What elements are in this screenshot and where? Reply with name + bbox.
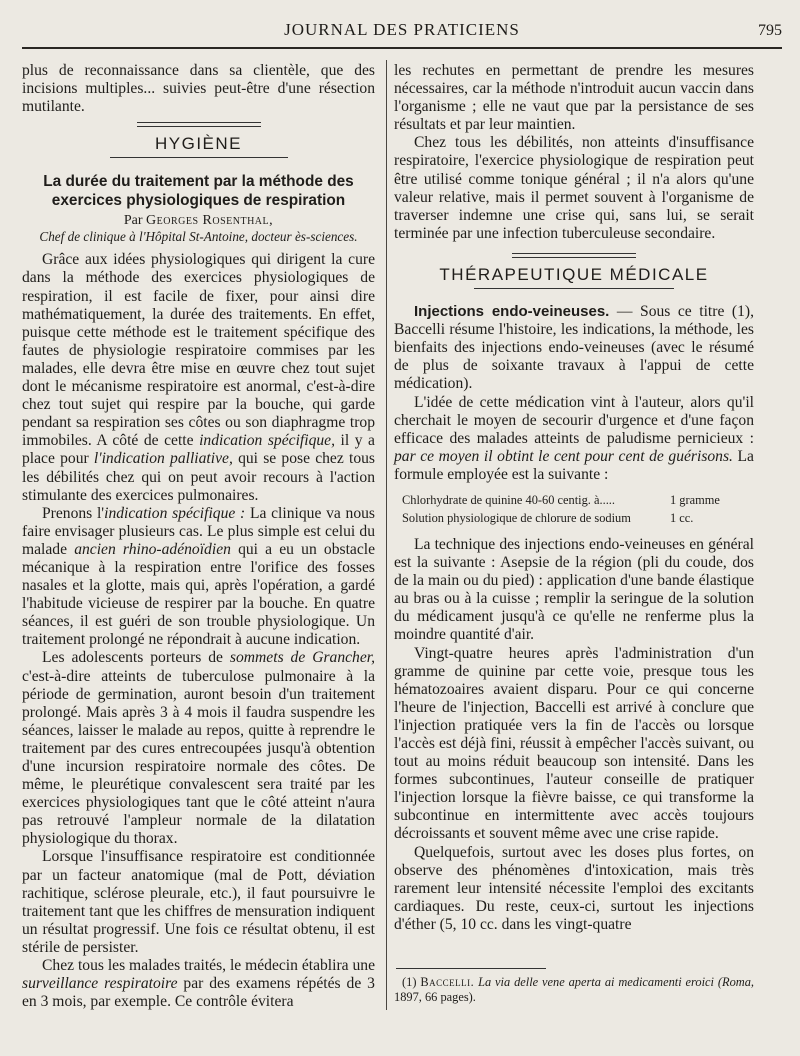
footnote-mark: (1) [402,975,417,989]
italic-text: sommets de Grancher, [229,649,375,667]
footnote [394,975,754,1005]
text: c'est-à-dire atteints de tuberculose pulmonaire à la période de germination, auront besoin d'un traitement prolongé. Mais après 3 à 4 mois il faudra suspendre les séances, laisser le malade au repos, quitte à reprendre le traitement par des cures entrecoupées jusqu'à obtention d'une incursion respiratoire normale des côtes. De même, le pleurétique convalescent sera traité par les exercices physiologiques tant que le côté atteint n'aura pas retrouvé l'ampleur normale de la dilatation physiologique du thorax. [22,667,375,848]
paragraph [394,394,754,484]
formula-ingredient: Solution physiologique de chlorure de sodium [402,510,631,525]
section-heading-hygiene: HYGIÈNE [154,134,243,154]
paragraph: Vingt-quatre heures après l'administration d'un gramme de quinine par cette voie, presque tous les hématozoaires avaient disparu. Pour ce qui concerne l'heure de l'injection, Baccelli est arrivé à conclure que l'injection pratiquée vers la fin de l'accès ou lorsque l'accès est déjà fini, réussit à empêcher l'accès suivant, ou tout au moins réduit beaucoup son intensité. Dans les formes subcontinues, l'auteur conseille de pratiquer l'injection lorsque la fièvre baisse, ce qui transforme la subcontinue en intermittente avec accès toujours décroissants et souvent même avec une crise rapide. [394,644,754,843]
formula-quantity: 1 gramme [670,492,720,507]
text: par des examens répétés de 3 en 3 mois, par exemple. Ce contrôle évitera [22,975,375,1011]
footnote-place: (Roma, [717,975,755,989]
paragraph [22,505,375,650]
footnote-details: 1897, 66 pages). [394,990,476,1004]
article-title: La durée du traitement par la méthode des exercices physiologiques de respiration [43,173,354,210]
paragraph [394,303,754,393]
italic-text: indication spécifique : [104,504,246,522]
article-lead: Injections endo-veineuses. [414,303,610,321]
text: — Sous ce titre (1), Baccelli résume l'histoire, les indications, la méthode, les bienfaits des injections endo-veineuses (avec le résumé de plus de soixante travaux à l'appui de cette médication). [394,303,754,393]
paragraph [22,957,375,1011]
italic-text: ancien rhino-adénoïdien [74,540,231,558]
italic-text: indication spécifique, [199,432,335,450]
paragraph: La technique des injections endo-veineuses en général est la suivante : Asepsie de la région (pli du coude, dos de la main ou du pied) : application d'une bande élastique au bras ou à la cuisse ; remplir la seringue de la solution du médicament jusqu'à ce qu'elle ne renferme plus la moindre quantité d'air. [394,535,754,644]
formula-row [402,492,754,510]
paragraph [22,649,375,848]
formula-ingredient: Chlorhydrate de quinine 40-60 centig. à..... [402,492,615,507]
paragraph: Lorsque l'insuffisance respiratoire est conditionnée par un facteur anatomique (mal de Pott, déviation rachitique, sclérose pleurale, etc.), il faut poursuivre le traitement tant que les chiffres de mensuration indiquent un résultat progressif. Une fois ce résultat obtenu, il est stérile de persister. [22,848,375,956]
paragraph: plus de reconnaissance dans sa clientèle, que des incisions multiples... suivies peut-être d'une résection mutilante. [22,62,375,116]
footnote-author: Baccelli. [420,975,475,989]
paragraph: les rechutes en permettant de prendre les mesures nécessaires, car la méthode n'introduit aucun vaccin dans l'organisme ; elle ne vaut que par la persistance de ses résultats et par leur maintien. [394,62,754,134]
section-rule [137,122,261,127]
text: qui se pose chez tous les débilités chez qui on peut avoir recours à l'action stimulante des exercices pulmonaires. [22,450,375,504]
byline-prefix: Par [123,213,143,229]
footnote-title: La via delle vene aperta ai medicamenti eroici [478,975,714,989]
formula-row [402,510,754,528]
text: La clinique va nous faire envisager plusieurs cas. Le plus simple est celui du malade [22,504,375,558]
section-underline [110,157,288,158]
paragraph [22,251,375,504]
italic-text: surveillance respiratoire [22,975,178,993]
text: Prenons l' [42,504,105,522]
column-divider [386,60,387,1010]
text: Grâce aux idées physiologiques qui dirigent la cure dans la méthode des exercices physiologiques de respiration, il est facile de fixer, pour ainsi dire mathématiquement, la durée des traitements. En effet, puisque cette méthode est le traitement spécifique des fautes de physiologie respiratoire commises par les malades, elle devra être mise en œuvre chez tout sujet dont le mécanisme respiratoire est anormal, c'est-à-dire chez tout sujet qui respire par la bouche, qui garde pendant sa respiration ses côtes ou son diaphragme trop immobiles. A côté de cette [22,251,375,450]
paragraph: Quelquefois, surtout avec les doses plus fortes, on observe des phénomènes d'intoxication, mais très rarement leur intensité nécessite l'emploi des excitants cardiaques. Du reste, ceux-ci, surtout les injections d'éther (5, 10 cc. dans les vingt-quatre [394,843,754,933]
footnote-rule [396,968,546,969]
paragraph: Chez tous les débilités, non atteints d'insuffisance respiratoire, l'exercice physiologique de respiration peut être utilisé comme tonique général ; il n'a alors qu'une valeur relative, mais il permet souvent à l'organisme de traverser indemne une crise qui, sans lui, se serait terminée par une infection tuberculeuse secondaire. [394,134,754,242]
page-header [22,18,782,42]
right-column [394,62,754,934]
text: qui a eu un obstacle mécanique à la respiration entre l'orifice des fosses nasales et la glotte, mais qui, après l'opération, a gardé l'habitude vicieuse de respirer par la bouche. En quatre séances, il est guéri de son trouble physiologique. Un traitement prolongé ne répondrait à aucune indication. [22,540,375,649]
text: L'idée de cette médication vint à l'auteur, alors qu'il cherchait le moyen de secourir d'urgence et d'une façon efficace des malades atteints de paludisme pernicieux : [394,393,754,447]
text: Chez tous les malades traités, le médecin établira une [42,957,375,975]
author-affiliation: Chef de clinique à l'Hôpital St-Antoine, docteur ès-sciences. [39,229,358,245]
formula-quantity: 1 cc. [670,510,694,525]
header-rule [22,47,782,49]
text: il y a place pour [22,432,375,468]
text: Les adolescents porteurs de [42,649,230,667]
left-column [22,62,375,1011]
journal-title: JOURNAL DES PRATICIENS [284,20,520,39]
section-underline [474,288,674,289]
byline [22,212,375,229]
section-heading-therapeutique: THÉRAPEUTIQUE MÉDICALE [439,264,709,284]
section-rule [512,253,636,258]
page-number: 795 [758,22,782,39]
text: La formule employée est la suivante : [394,447,754,483]
author-name: Georges Rosenthal, [146,213,274,229]
italic-text: par ce moyen il obtint le cent pour cent de guérisons. [394,447,733,465]
formula [402,492,754,528]
italic-text: l'indication palliative, [93,450,233,468]
